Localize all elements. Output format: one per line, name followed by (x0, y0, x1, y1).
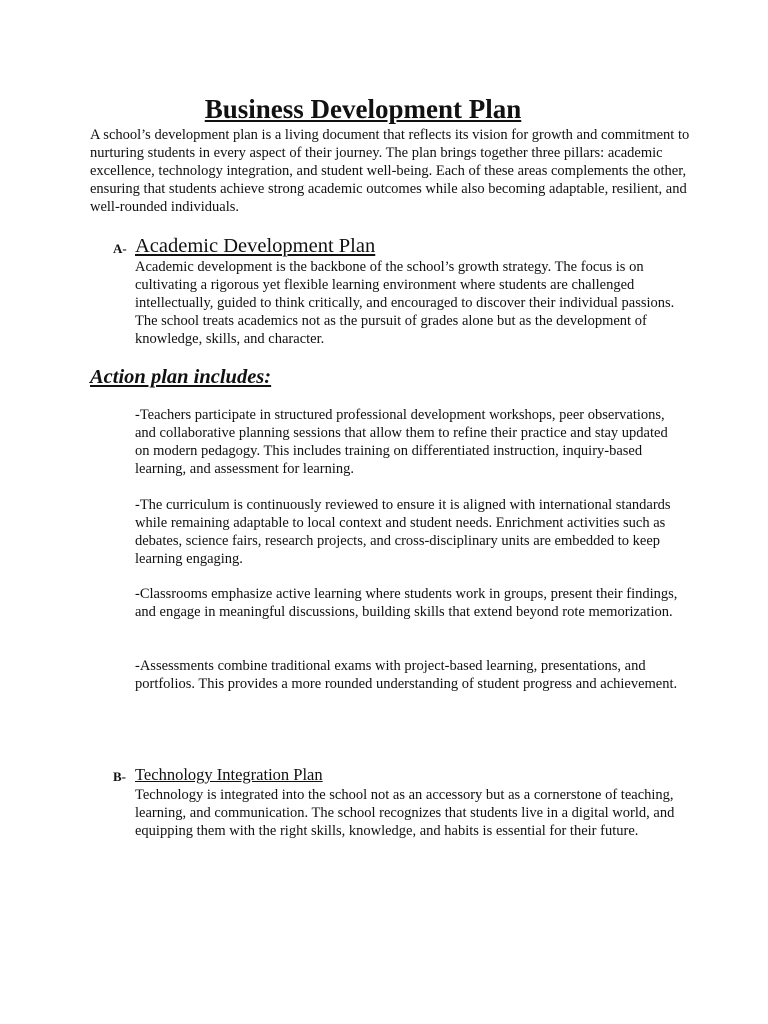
action-item-3: -Classrooms emphasize active learning where students work in groups, present their findings, and engage in meaningful discussions, building skills that extend beyond rote memorization. (135, 586, 678, 620)
document-title: Business Development Plan (204, 94, 522, 124)
section-a-heading: Academic Development Plan (135, 235, 376, 257)
section-b-marker: B- (113, 769, 126, 784)
action-item-4: -Assessments combine traditional exams with project-based learning, presentations, and portfolios. This provides a more rounded understanding of student progress and achievement. (135, 658, 678, 692)
section-b-body: Technology is integrated into the school not as an accessory but as a cornerstone of teaching, learning, and communication. The school recognizes that students live in a digital world, and equipping them with the right skills, knowledge, and habits is essential for their future. (135, 787, 675, 839)
action-item-2: -The curriculum is continuously reviewed to ensure it is aligned with international standards while remaining adaptable to local context and student needs. Enrichment activities such as debates, science fairs, research projects, and cross-disciplinary units are embedded to keep learning engaging. (135, 497, 671, 567)
intro-paragraph: A school’s development plan is a living document that reflects its vision for growth and commitment to nurturing students in every aspect of their journey. The plan brings together three pillars: academic excellence, technology integration, and student well-being. Each of these areas complements the other, ensuring that students achieve strong academic outcomes while also becoming adaptable, resilient, and well-rounded individuals. (90, 127, 690, 215)
action-plan-heading: Action plan includes: (90, 366, 272, 388)
section-a-marker: A- (113, 241, 127, 256)
section-b-heading: Technology Integration Plan (135, 765, 323, 784)
section-a-body: Academic development is the backbone of the school’s growth strategy. The focus is on cultivating a rigorous yet flexible learning environment where students are challenged intellectually, guided to think critically, and encouraged to discover their individual passions. The school treats academics not as the pursuit of grades alone but as the development of knowledge, skills, and character. (135, 259, 675, 347)
action-item-1: -Teachers participate in structured professional development workshops, peer observations, and collaborative planning sessions that allow them to refine their practice and stay updated on modern pedagogy. This includes training on differentiated instruction, inquiry-based learning, and assessment for learning. (135, 407, 668, 477)
